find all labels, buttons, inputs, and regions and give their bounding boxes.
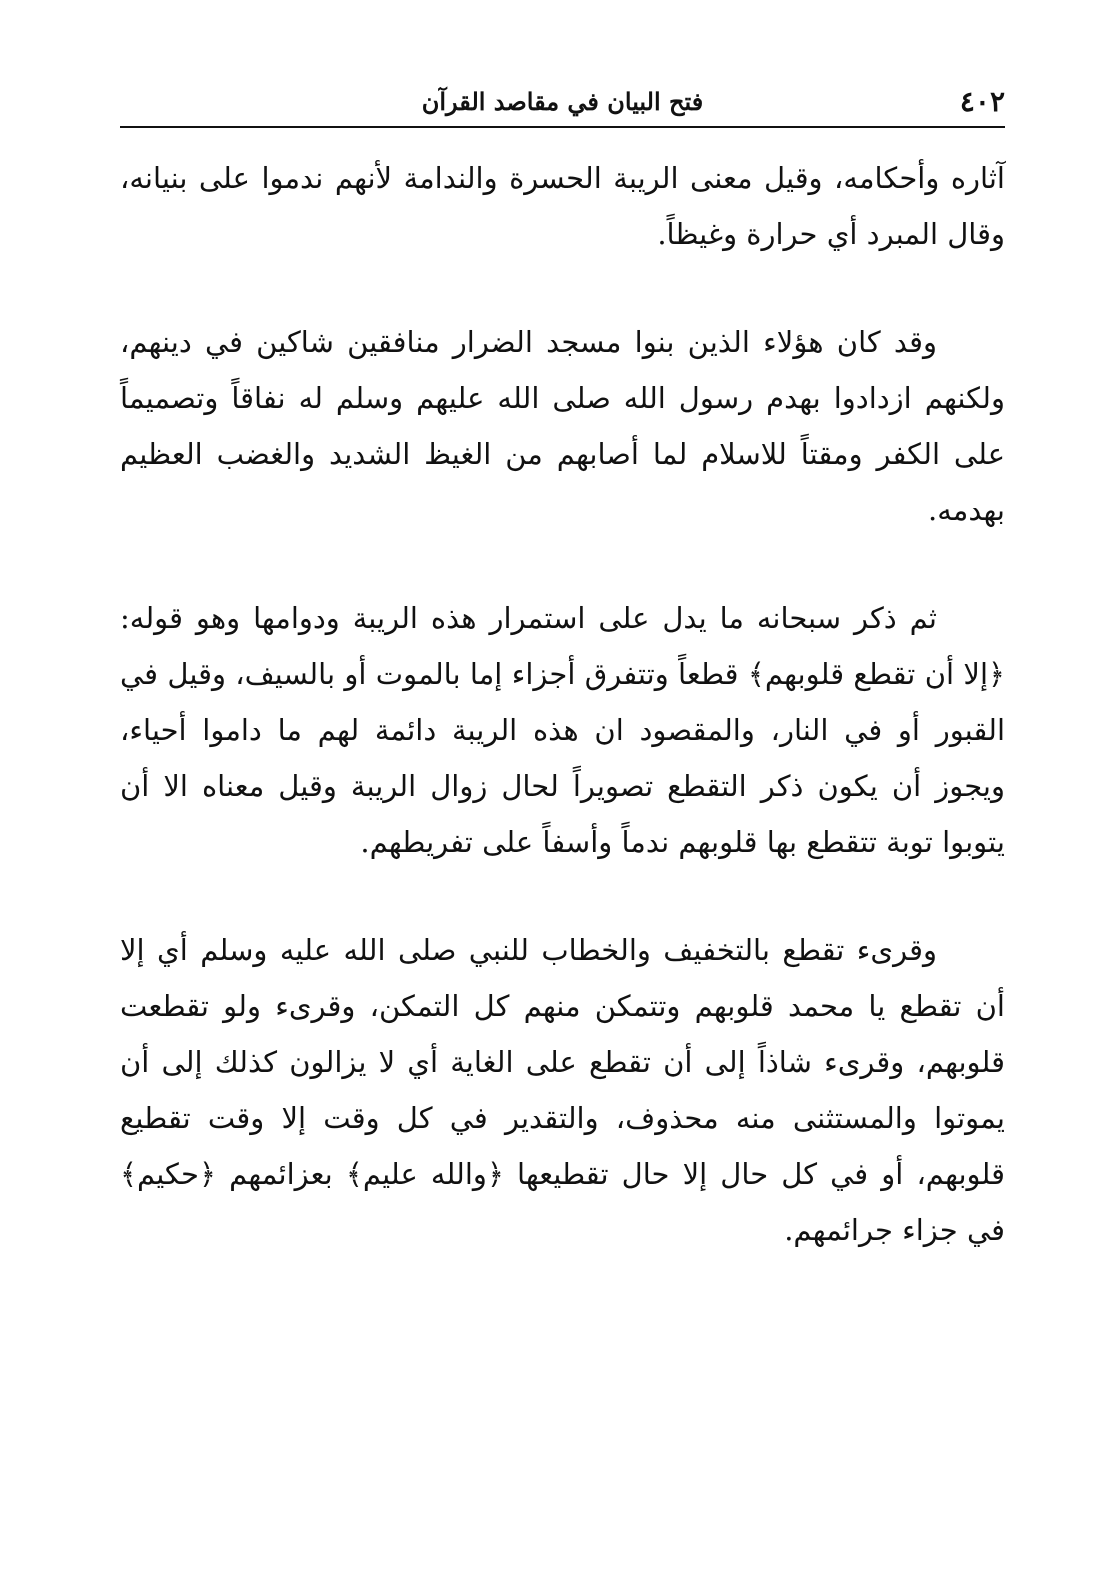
page-number: ٤٠٢ — [959, 85, 1005, 118]
paragraph-gap — [120, 262, 1005, 314]
book-title: فتح البيان في مقاصد القرآن — [421, 87, 704, 116]
running-header — [120, 82, 1005, 128]
paragraph-4: وقرىء تقطع بالتخفيف والخطاب للنبي صلى الله عليه وسلم أي إلا أن تقطع يا محمد قلوبهم وتتمكن منهم كل التمكن، وقرىء ولو تقطعت قلوبهم، وقرىء شاذاً إلى أن تقطع على الغاية أي لا يزالون كذلك إلى أن يموتوا والمستثنى منه محذوف، والتقدير في كل وقت إلا وقت تقطيع قلوبهم، أو في كل حال إلا حال تقطيعها ﴿والله عليم﴾ بعزائمهم ﴿حكيم﴾ في جزاء جرائمهم. — [120, 933, 1005, 1247]
paragraph-2: وقد كان هؤلاء الذين بنوا مسجد الضرار منافقين شاكين في دينهم، ولكنهم ازدادوا بهدم رسول الله صلى الله عليهم وسلم له نفاقاً وتصميماً على الكفر ومقتاً للاسلام لما أصابهم من الغيظ الشديد والغضب العظيم بهدمه. — [120, 325, 1005, 527]
body-text — [120, 150, 1005, 1258]
paragraph-3: ثم ذكر سبحانه ما يدل على استمرار هذه الريبة ودوامها وهو قوله: ﴿إلا أن تقطع قلوبهم﴾ قطعاً وتتفرق أجزاء إما بالموت أو بالسيف، وقيل في القبور أو في النار، والمقصود ان هذه الريبة دائمة لهم ما داموا أحياء، ويجوز أن يكون ذكر التقطع تصويراً لحال زوال الريبة وقيل معناه الا أن يتوبوا توبة تتقطع بها قلوبهم ندماً وأسفاً على تفريطهم. — [120, 601, 1005, 859]
paragraph-1: آثاره وأحكامه، وقيل معنى الريبة الحسرة والندامة لأنهم ندموا على بنيانه، وقال المبرد أي حرارة وغيظاً. — [120, 161, 1005, 251]
paragraph-gap — [120, 538, 1005, 590]
paragraph-gap — [120, 870, 1005, 922]
